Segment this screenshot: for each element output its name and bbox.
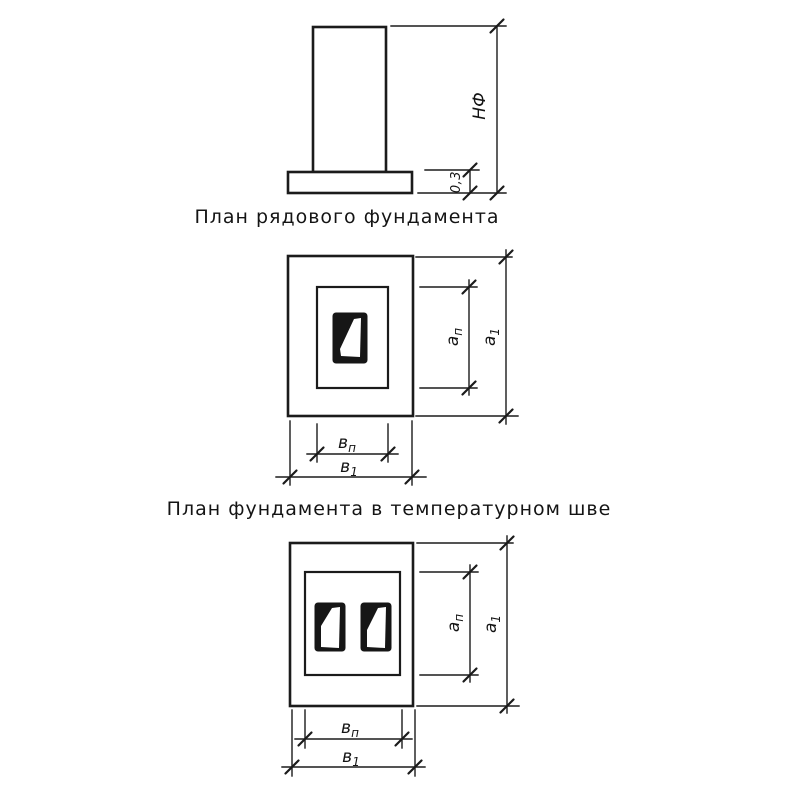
dim-label-b-n: $в_п$ — [341, 718, 359, 740]
dim-label-b-1: $в_1$ — [342, 747, 360, 769]
plan-joint-view — [282, 536, 519, 776]
dim-label-a-n: $а_п$ — [444, 613, 466, 633]
column-outline — [313, 27, 386, 172]
dim-label-03: 0,3 — [449, 170, 464, 194]
plan-ordinary-title: План рядового фундамента — [194, 206, 500, 228]
elevation-view — [288, 20, 506, 200]
dim-label-a-1: $а_1$ — [481, 614, 503, 634]
dim-label-a-n: $а_п$ — [443, 327, 465, 347]
dim-label-b-n: $в_п$ — [338, 433, 356, 455]
plan-ordinary-view — [276, 250, 518, 485]
dim-label-a-1: $а_1$ — [480, 327, 502, 347]
footing-outline — [288, 172, 412, 193]
dim-label-b-1: $в_1$ — [340, 457, 358, 479]
dim-label-nf: НФ — [470, 92, 490, 120]
plan-joint-title: План фундамента в температурном шве — [166, 498, 612, 520]
